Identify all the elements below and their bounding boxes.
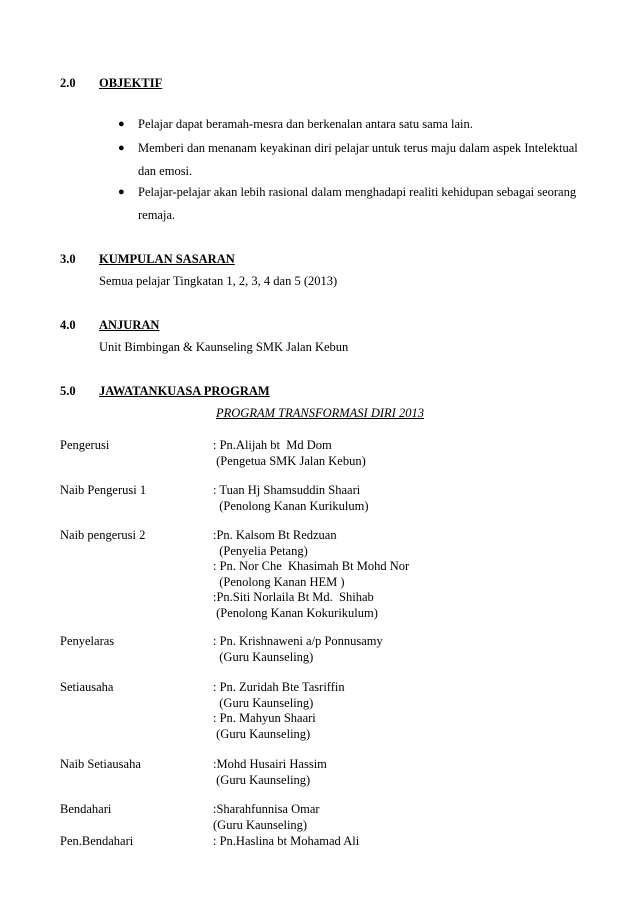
bullet-text: Memberi dan menanam keyakinan diri pelajar untuk terus maju dalam aspek Intelektual <box>138 141 578 155</box>
section-number: 4.0 <box>60 318 76 332</box>
member-line: (Guru Kaunseling) <box>213 773 311 787</box>
section-number: 3.0 <box>60 252 76 266</box>
role-label: Setiausaha <box>60 680 114 694</box>
member-line: (Penyelia Petang) <box>213 544 308 558</box>
member-line: :Pn. Kalsom Bt Redzuan <box>213 528 337 542</box>
section-heading: ANJURAN <box>99 318 160 332</box>
role-label: Penyelaras <box>60 634 115 648</box>
member-line: (Penolong Kanan HEM ) <box>213 575 345 589</box>
bullet-text-cont: dan emosi. <box>138 164 193 178</box>
bullet-icon: ● <box>118 118 125 130</box>
member-line: :Pn.Siti Norlaila Bt Md. Shihab <box>213 590 374 604</box>
member-line: (Guru Kaunseling) <box>213 727 311 741</box>
member-line: : Tuan Hj Shamsuddin Shaari <box>213 483 361 497</box>
member-line: (Guru Kaunseling) <box>213 696 314 710</box>
member-line: (Guru Kaunseling) <box>213 818 308 832</box>
member-line: (Penolong Kanan Kurikulum) <box>213 499 369 513</box>
section-number: 2.0 <box>60 76 76 90</box>
role-label: Naib pengerusi 2 <box>60 528 146 542</box>
bullet-icon: ● <box>118 186 125 198</box>
member-line: : Pn. Nor Che Khasimah Bt Mohd Nor <box>213 559 410 573</box>
role-label: Pen.Bendahari <box>60 834 134 848</box>
bullet-icon: ● <box>118 142 125 154</box>
bullet-text: Pelajar-pelajar akan lebih rasional dalam menghadapi realiti kehidupan sebagai seorang <box>138 185 577 199</box>
section-number: 5.0 <box>60 384 76 398</box>
role-label: Naib Setiausaha <box>60 757 141 771</box>
member-line: : Pn. Krishnaweni a/p Ponnusamy <box>213 634 383 648</box>
member-line: :Sharahfunnisa Omar <box>213 802 320 816</box>
section-heading: OBJEKTIF <box>99 76 163 90</box>
role-label: Naib Pengerusi 1 <box>60 483 147 497</box>
role-label: Pengerusi <box>60 438 110 452</box>
program-title: PROGRAM TRANSFORMASI DIRI 2013 <box>216 406 424 420</box>
member-line: (Pengetua SMK Jalan Kebun) <box>213 454 366 468</box>
role-label: Bendahari <box>60 802 112 816</box>
section-heading: JAWATANKUASA PROGRAM <box>99 384 270 398</box>
member-line: : Pn. Mahyun Shaari <box>213 711 316 725</box>
bullet-text: Pelajar dapat beramah-mesra dan berkenalan antara satu sama lain. <box>138 117 473 131</box>
member-line: : Pn. Zuridah Bte Tasriffin <box>213 680 345 694</box>
member-line: :Mohd Husairi Hassim <box>213 757 327 771</box>
member-line: : Pn.Haslina bt Mohamad Ali <box>213 834 360 848</box>
member-line: (Penolong Kanan Kokurikulum) <box>213 606 378 620</box>
bullet-text-cont: remaja. <box>138 208 176 222</box>
section-heading: KUMPULAN SASARAN <box>99 252 235 266</box>
member-line: : Pn.Alijah bt Md Dom <box>213 438 332 452</box>
section-text: Semua pelajar Tingkatan 1, 2, 3, 4 dan 5 (2013) <box>99 274 338 288</box>
member-line: (Guru Kaunseling) <box>213 650 314 664</box>
section-text: Unit Bimbingan & Kaunseling SMK Jalan Kebun <box>99 340 349 354</box>
